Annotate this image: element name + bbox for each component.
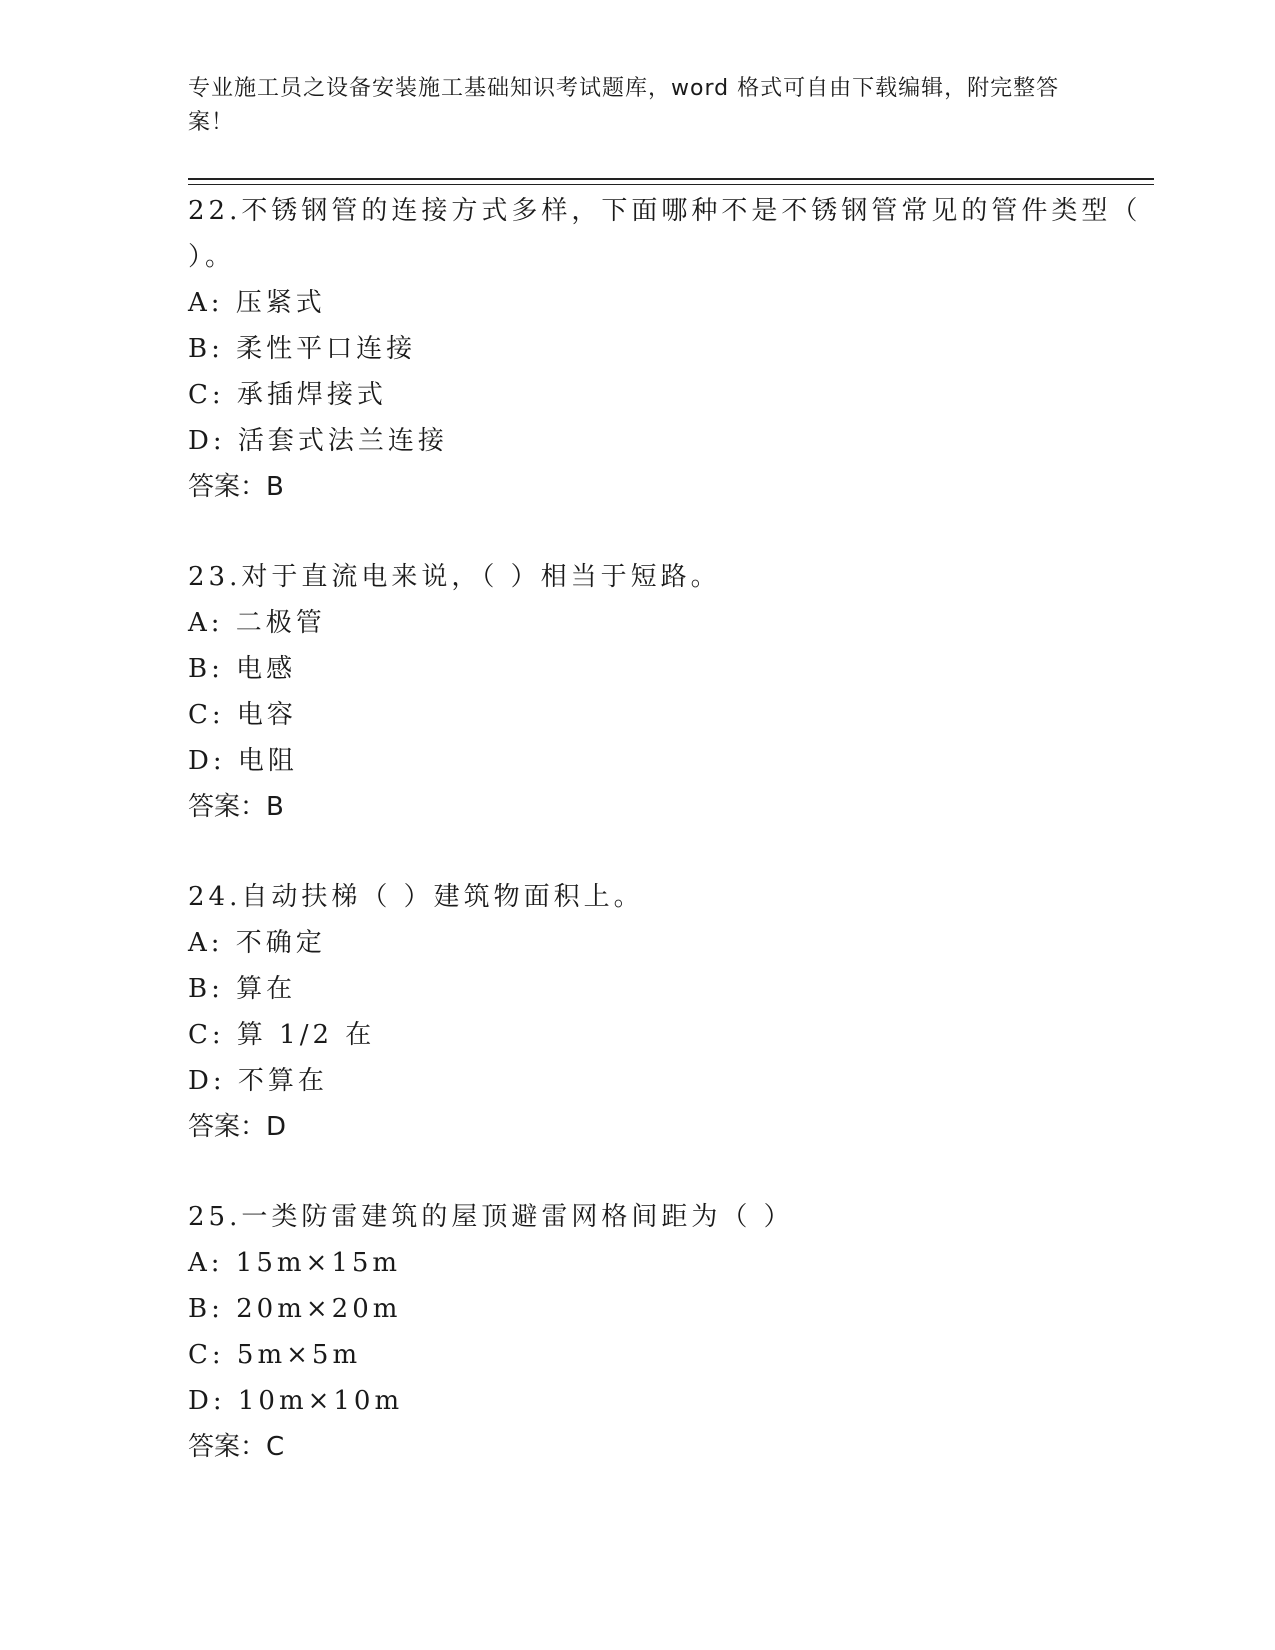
header-divider-thick — [188, 178, 1154, 180]
option-d: D: 活套式法兰连接 — [188, 426, 448, 456]
question-list — [188, 188, 1148, 1514]
option-a: A: 二极管 — [188, 608, 326, 638]
answer-line: 答案：C — [188, 1432, 285, 1462]
question-stem: 22.不锈钢管的连接方式多样，下面哪种不是不锈钢管常见的管件类型（ ）。 — [188, 196, 1142, 272]
option-a: A: 不确定 — [188, 928, 326, 958]
option-d: D: 电阻 — [188, 746, 298, 776]
option-b: B: 算在 — [188, 974, 297, 1004]
option-a: A: 压紧式 — [188, 288, 326, 318]
question-23 — [188, 554, 1148, 830]
question-22 — [188, 188, 1148, 510]
option-d: D: 不算在 — [188, 1066, 328, 1096]
question-stem: 25.一类防雷建筑的屋顶避雷网格间距为（ ） — [188, 1202, 794, 1232]
question-25 — [188, 1194, 1148, 1470]
answer-line: 答案：D — [188, 1112, 287, 1142]
document-header: 专业施工员之设备安装施工基础知识考试题库，word 格式可自由下载编辑，附完整答案！ — [188, 76, 1060, 135]
question-24 — [188, 874, 1148, 1150]
option-b: B: 电感 — [188, 654, 297, 684]
option-b: B: 柔性平口连接 — [188, 334, 417, 364]
option-c: C: 算 1/2 在 — [188, 1020, 376, 1050]
option-c: C: 5m×5m — [188, 1340, 362, 1370]
header-divider-thin — [188, 184, 1154, 185]
answer-line: 答案：B — [188, 792, 284, 822]
answer-line: 答案：B — [188, 472, 284, 502]
option-a: A: 15m×15m — [188, 1248, 402, 1278]
option-b: B: 20m×20m — [188, 1294, 402, 1324]
question-stem: 23.对于直流电来说，（ ）相当于短路。 — [188, 562, 721, 592]
option-c: C: 电容 — [188, 700, 297, 730]
option-d: D: 10m×10m — [188, 1386, 404, 1416]
option-c: C: 承插焊接式 — [188, 380, 387, 410]
question-stem: 24.自动扶梯（ ）建筑物面积上。 — [188, 882, 644, 912]
